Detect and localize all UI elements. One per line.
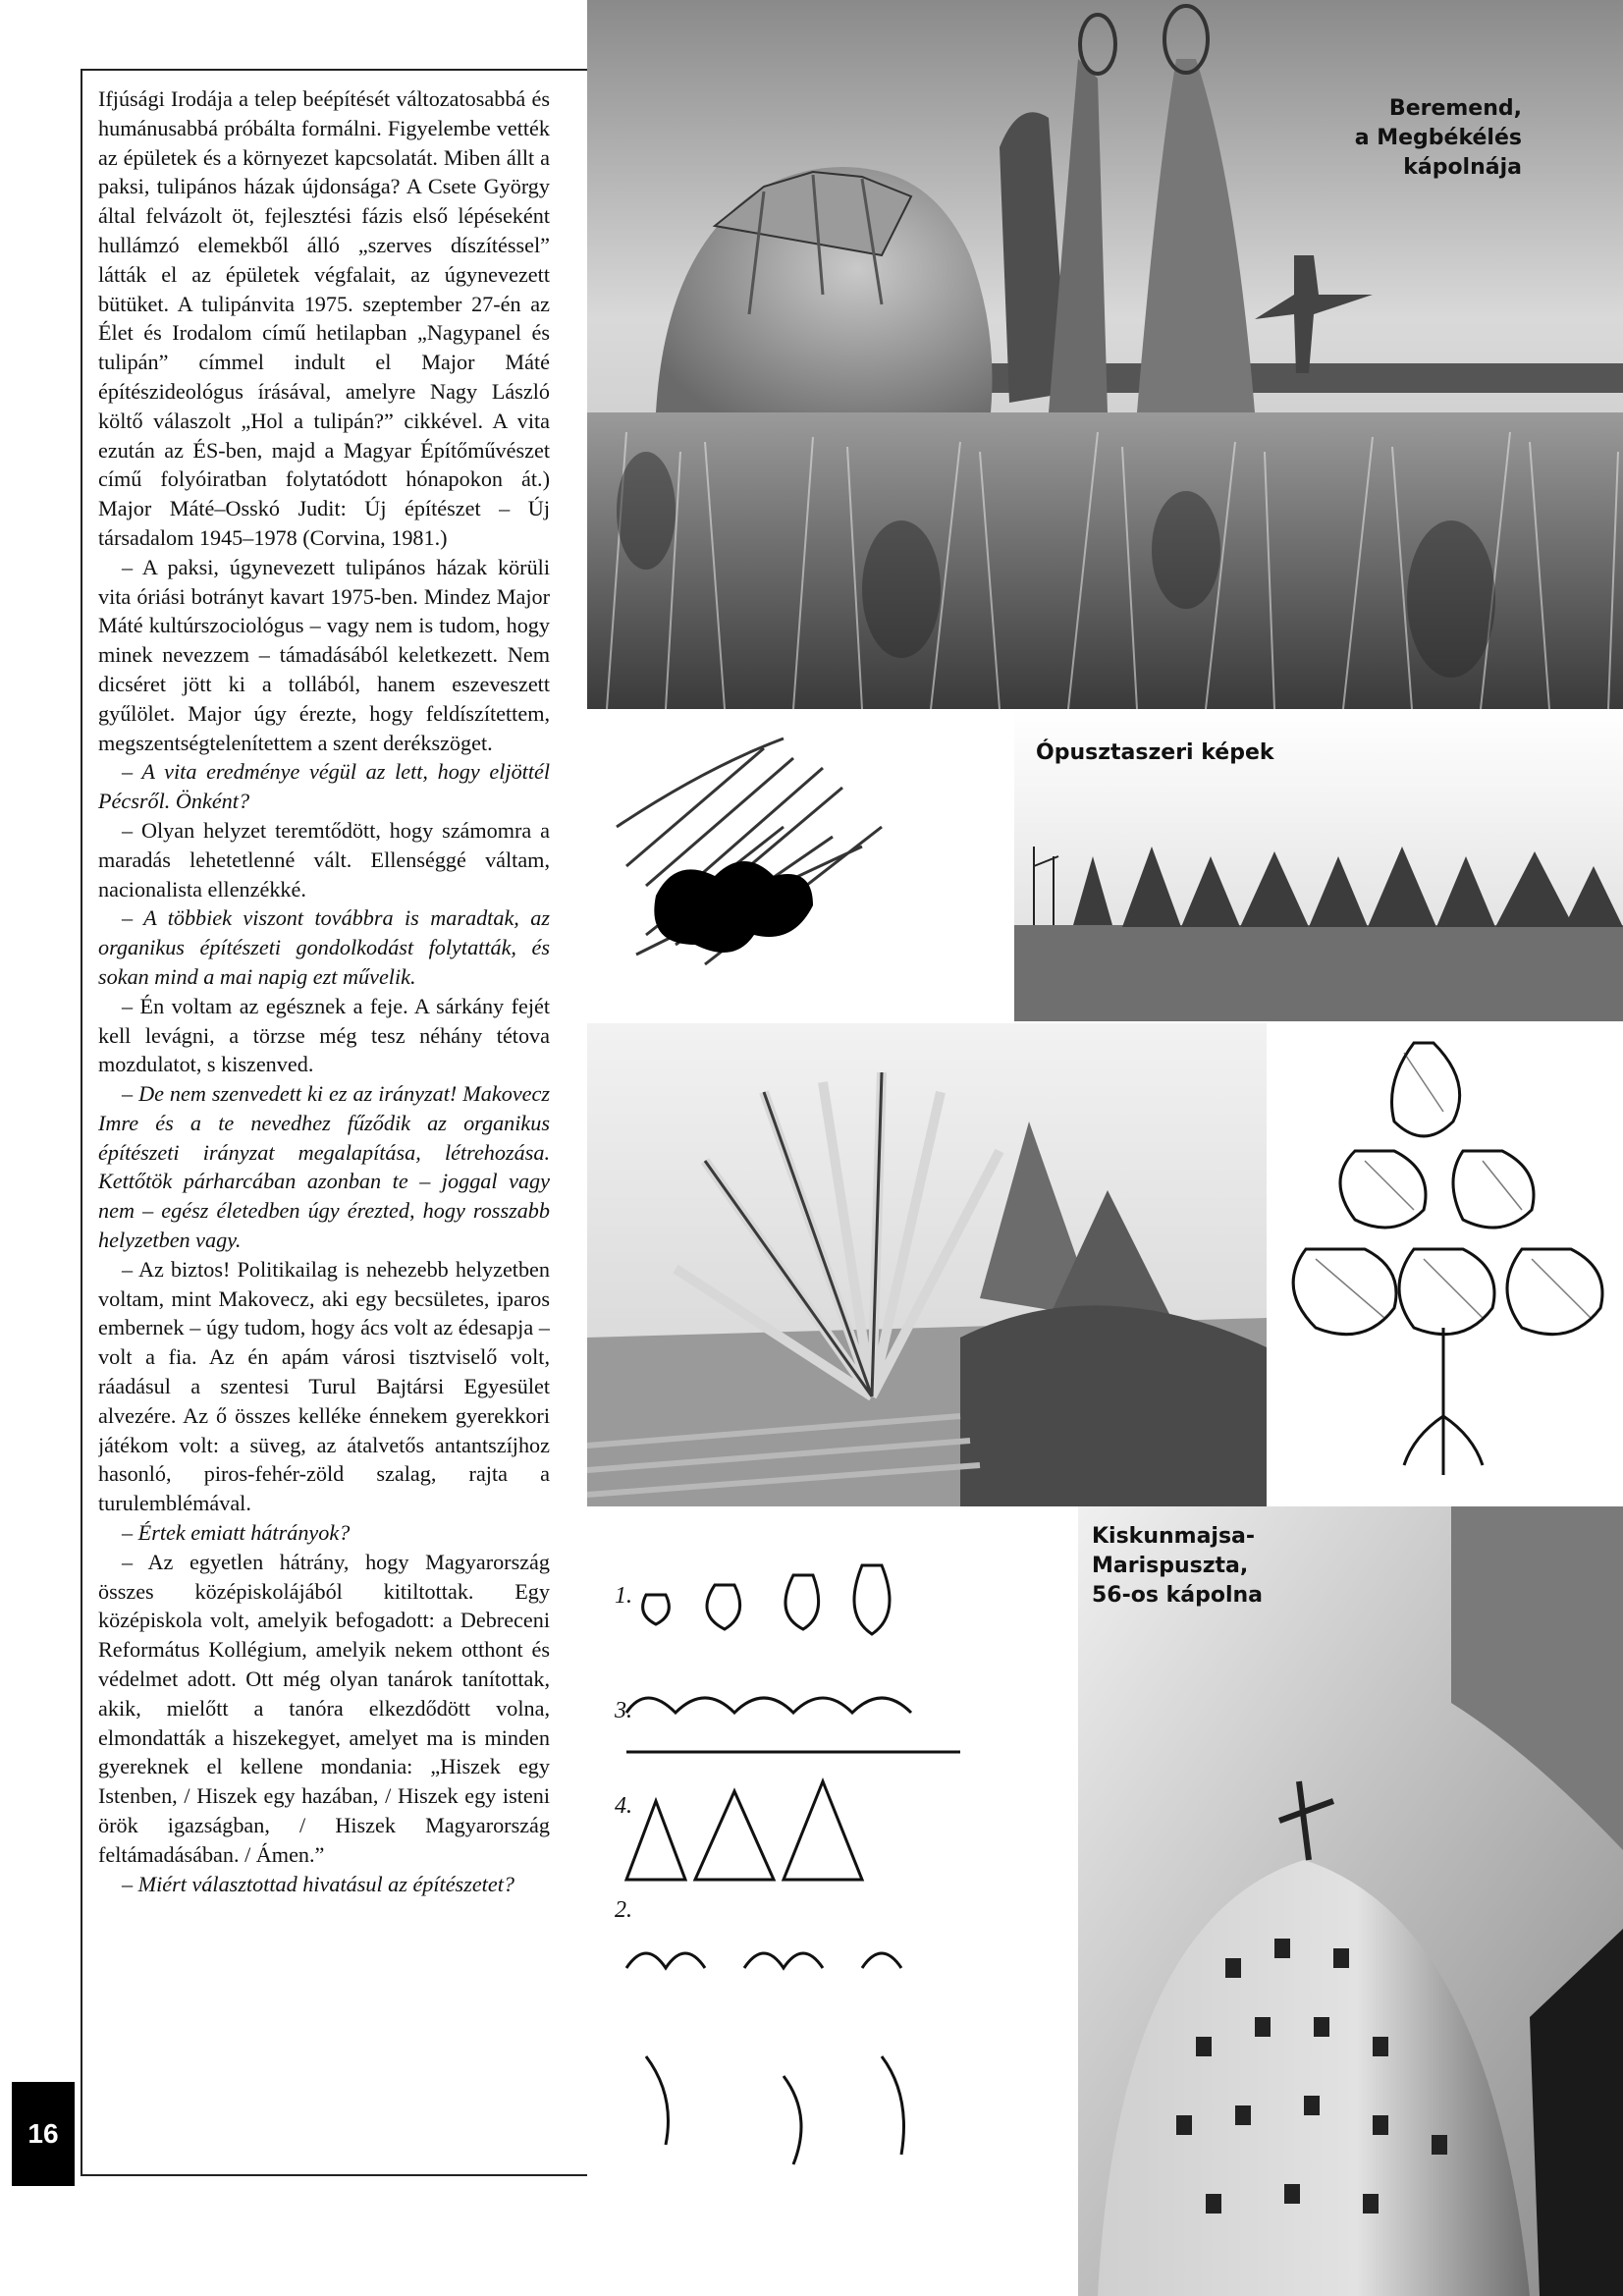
caption-beremend-line-2: a Megbékélés xyxy=(1354,126,1522,150)
page-number: 16 xyxy=(12,2082,75,2186)
tulip-tree-sketch xyxy=(1267,1023,1623,1506)
sketch-label-2: 2. xyxy=(615,1897,632,1923)
caption-kiskunmajsa xyxy=(1092,1522,1347,1611)
sketch-label-4: 4. xyxy=(615,1793,632,1819)
ink-scribble-sketch xyxy=(587,709,1014,1004)
sketch-label-3: 3. xyxy=(615,1698,632,1723)
caption-kiskunmajsa-line-1: Kiskunmajsa- xyxy=(1092,1524,1256,1549)
photo-kiskunmajsa-chapel xyxy=(1078,1506,1623,2296)
caption-opusztaszer: Ópusztaszeri képek xyxy=(1036,740,1274,765)
caption-beremend xyxy=(1237,94,1522,183)
article-paragraph: Ifjúsági Irodája a telep beépítését változatosabbá és humánusabbá próbálta formálni. Figyelembe vették az épületek és a környezet kapcsolatát. Miben állt a paksi, tulipános házak újdonsága? A Csete György által felvázolt öt, fejlesztési fázis első lépéseként hullámzó elemekből álló „szerves díszítéssel” látták el az épületek végfalait, az úgynevezett bütüket. A tulipánvita 1975. szeptember 27-én az Élet és Irodalom című hetilapban „Nagypanel és tulipán” címmel indult el Major Máté építészideológus írásával, amelyre Nagy László költő válaszolt „Hol a tulipán?” cikkével. A vita ezután az ÉS-ben, majd a Magyar Építőművészet című folyóiratban folytatódott hónapokon át.) Major Máté–Osskó Judit: Új építészet – Új társadalom 1945–1978 (Corvina, 1981.) xyxy=(98,86,550,550)
interview-question: – Értek emiatt hátrányok? xyxy=(122,1520,351,1546)
interview-question: – A többiek viszont továbbra is maradtak, az organikus építészeti gondolkodást folytatták, és sokan mind a mai napig ezt művelik. xyxy=(98,905,550,989)
interview-question: – De nem szenvedett ki ez az irányzat! Makovecz Imre és a te nevedhez fűződik az organikus építészeti irányzat megalapítása, létrehozása. Kettőtök párharcában azonban te – joggal vagy nem – egész életedben úgy érezted, hogy rosszabb helyzetben vagy. xyxy=(98,1081,550,1253)
caption-kiskunmajsa-line-2: Marispuszta, xyxy=(1092,1554,1249,1578)
interview-answer: – Én voltam az egésznek a feje. A sárkány fejét kell levágni, a törzse még tesz néhány tétova mozdulatot, s kiszenved. xyxy=(98,993,550,1077)
sketch-label-1: 1. xyxy=(615,1583,632,1609)
caption-kiskunmajsa-line-3: 56-os kápolna xyxy=(1092,1583,1264,1608)
caption-beremend-line-3: kápolnája xyxy=(1403,155,1522,180)
interview-answer: – Az biztos! Politikailag is nehezebb helyzetben voltam, mint Makovecz, aki egy becsületes, iparos embernek – úgy tudom, hogy ács volt az édesapja – volt a fia. Az én apám városi tisztviselő volt, ráadásul a szentesi Turul Bajtársi Egyesület alvezére. Az ő összes kelléke énnekem gyerekkori játékom volt: a süveg, az átalvetős antantszíjhoz hasonló, piros-fehér-zöld szalag, rajta a turulemblémával. xyxy=(98,1256,550,1516)
caption-beremend-line-1: Beremend, xyxy=(1388,96,1522,121)
tulip-sketch-sheet xyxy=(587,1506,1078,2204)
interview-answer: – A paksi, úgynevezett tulipános házak körüli vita óriási botrányt kavart 1975-ben. Mindez Major Máté kultúrszociológus – vagy nem is tudom, hogy minek nevezzem – támadásából keletkezett. Nem dicséret jött ki a tollából, hanem eszeveszett gyűlölet. Major úgy érezte, hogy feldíszítettem, megszentségtelenítettem a szent derékszöget. xyxy=(98,554,550,755)
article-text xyxy=(98,84,550,2206)
interview-answer: – Az egyetlen hátrány, hogy Magyarország összes középiskolájából kitiltottak. Egy középiskola volt, amelyik befogadott: a Debreceni Református Kollégium, amelyik nekem otthont és védelmet adott. Ott még olyan tanárok tanítottak, akik, mielőtt a tanóra elkezdődött volna, elmondatták a hiszekegyet, amelyet ma is minden gyereknek el kellene mondania: „Hiszek egy Istenben, / Hiszek egy hazában, / Hiszek egy isteni örök igazságban, / Hiszek Magyarország feltámadásában. / Ámen.” xyxy=(98,1549,550,1867)
photo-opusztaszer-wooden-structure xyxy=(587,1023,1267,1506)
interview-answer: – Olyan helyzet teremtődött, hogy számomra a maradás lehetetlenné vált. Ellenséggé váltam, nacionalista ellenzékké. xyxy=(98,817,550,902)
interview-question: – A vita eredménye végül az lett, hogy eljöttél Pécsről. Önként? xyxy=(98,759,550,814)
interview-question: – Miért választottad hivatásul az építészetet? xyxy=(122,1871,514,1896)
